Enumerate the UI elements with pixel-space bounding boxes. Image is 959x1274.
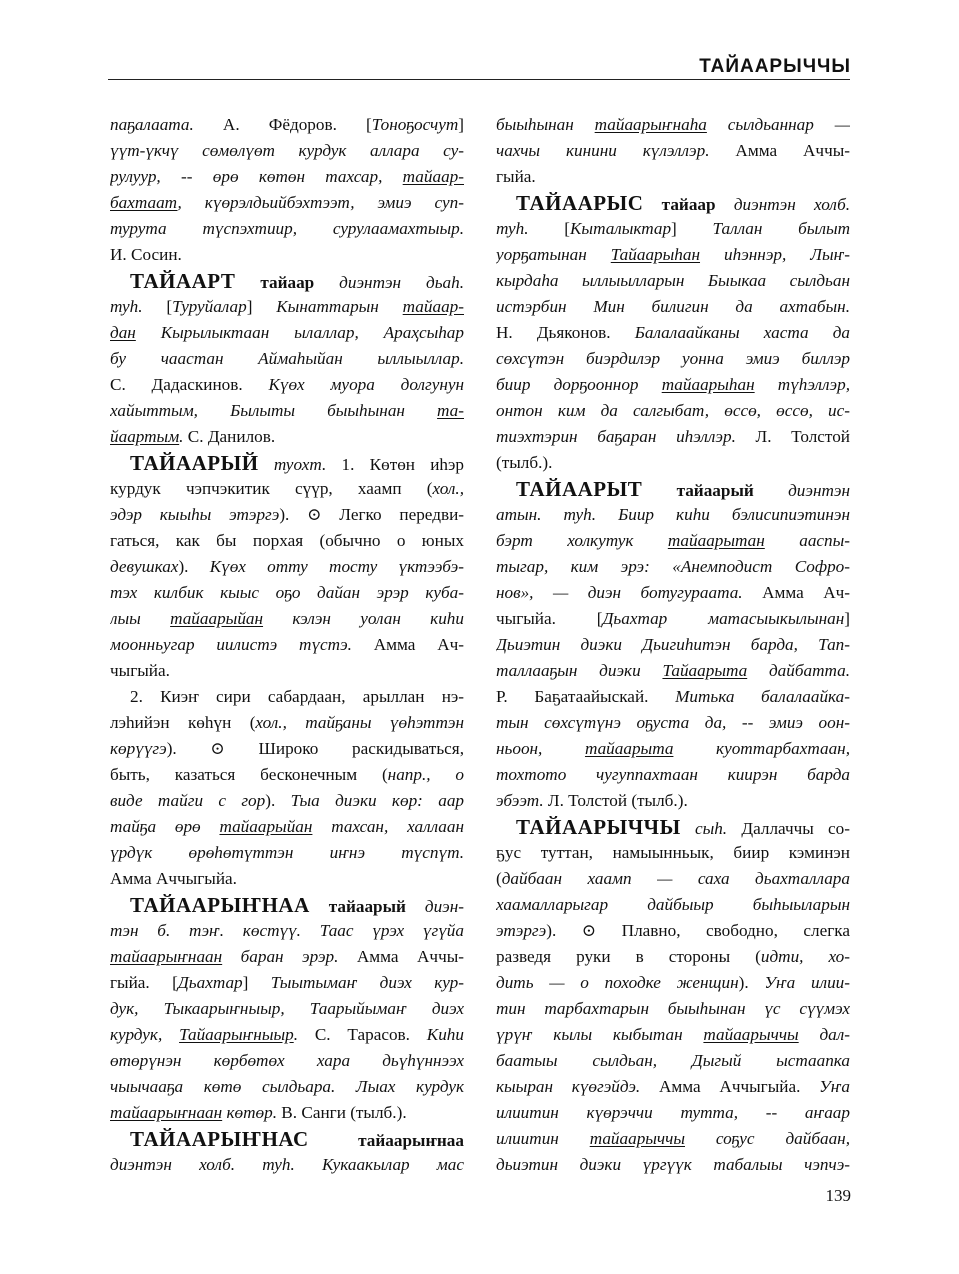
left-text-line: бахтаат, күөрэлдьийбэхтээт, эмиэ суп-	[110, 193, 464, 212]
right-text-line: таллааҕын диэки Тайаарыта дайбатта.	[496, 661, 850, 680]
right-text-line: хаамалларыгар дайбыыр быһыыларын	[496, 895, 850, 914]
right-text-line: тын сөхсүтүнэ оҕуста да, -- эмиэ оон-	[496, 713, 850, 732]
left-text-line: тайаарыҥнаан баран эрэр. Амма Аччы-	[110, 947, 464, 966]
left-text-line: тэх килбик кыыс оҕо дайан эрэр куба-	[110, 583, 464, 602]
right-text-line: туһ. [Кыталыктар] Таллан былыт	[496, 219, 850, 238]
right-text-line: быыһынан тайаарыҥнаһа сылдьаннар —	[496, 115, 850, 134]
left-text-line: гыйа. [Дьахтар] Тыытымаҥ диэх кур-	[110, 973, 464, 992]
right-text-line: ньоон, тайаарыта куоттарбахтаан,	[496, 739, 850, 758]
right-text-line: Дьиэтин диэки Дьигиһитэн барда, Тап-	[496, 635, 850, 654]
right-text-line: (дайбаан хаамп — саха дьахталлара	[496, 869, 850, 888]
right-text-line: разведя руки в стороны (идти, хо-	[496, 947, 850, 966]
right-text-line: чахчы кинини күлэллэр. Амма Аччы-	[496, 141, 850, 160]
left-text-line: виде тайги с гор). Тыа диэки көр: аар	[110, 791, 464, 810]
left-text-line: ТАЙААРЫҤНАС тайаарыҥнаа	[130, 1127, 464, 1151]
right-text-line: ТАЙААРЫТ тайаарый диэнтэн	[516, 477, 850, 501]
right-text-line: гыйа.	[496, 167, 536, 186]
right-text-line: тыгар, ким эрэ: «Анемподист Софро-	[496, 557, 850, 576]
left-text-line: С. Дадаскинов. Күөх муора долгунун	[110, 375, 464, 394]
left-text-line: ТАЙААРЫЙ туохт. 1. Көтөн иһэр	[130, 451, 464, 475]
left-text-line: лыы тайаарыйан кэлэн уолан киһи	[110, 609, 464, 628]
left-text-line: быть, казаться бесконечным (напр., о	[110, 765, 464, 784]
left-text-line: И. Сосин.	[110, 245, 182, 264]
right-text-line: чыгыйа. [Дьахтар матасыыкылынан]	[496, 609, 850, 628]
left-text-line: дан Кырылыктаан ылаллар, Араҳсыһар	[110, 323, 464, 342]
left-text-line: лэһийэн көһүн (хол., тайҕаны үөһэттэн	[110, 713, 464, 732]
left-text-line: Амма Аччыгыйа.	[110, 869, 237, 888]
right-text-line: ТАЙААРЫС тайаар диэнтэн холб.	[516, 191, 850, 215]
left-column	[110, 112, 464, 1178]
right-text-line: илиитин тайаарыччы соҕус дайбаан,	[496, 1129, 850, 1148]
left-text-line: девушках). Күөх отту тосту үктээбэ-	[110, 557, 464, 576]
right-text-line: сөхсүтэн биэрдилэр уонна эмиэ биллэр	[496, 349, 850, 368]
right-text-line: бэрт холкутук тайаарытан ааспы-	[496, 531, 850, 550]
left-text-line: тайҕа өрө тайаарыйан тахсан, халлаан	[110, 817, 464, 836]
left-text-line: гаться, как бы порхая (обычно о юных	[110, 531, 464, 550]
right-text-line: Н. Дьяконов. Балалаайканы хаста да	[496, 323, 850, 342]
left-text-line: паҕалаата. А. Фёдоров. [Тоноҕосчут]	[110, 115, 464, 134]
right-text-line: кырдаһа ыллыылларын Быыкаа сылдьан	[496, 271, 850, 290]
left-text-line: ТАЙААРТ тайаар диэнтэн дьаһ.	[130, 269, 464, 293]
right-text-line: онтон ким да салгыбат, өссө, өссө, ис-	[496, 401, 850, 420]
left-text-line: үрдүк өрөһөтүттэн иҥнэ түспүт.	[110, 843, 464, 862]
right-text-line: истэрбин Мин билигин да ахтабын.	[496, 297, 850, 316]
running-head: ТАЙААРЫЧЧЫ	[699, 56, 851, 77]
right-text-line: эбээт. Л. Толстой (тылб.).	[496, 791, 688, 810]
left-text-line: рулуур, -- өрө көтөн тахсар, тайаар-	[110, 167, 464, 186]
left-text-line: ТАЙААРЫҤНАА тайаарый диэн-	[130, 893, 464, 917]
right-text-line: (тылб.).	[496, 453, 553, 472]
left-text-line: көрүүгэ). ⊙ Широко раскидываться,	[110, 739, 464, 758]
right-text-line: этэргэ). ⊙ Плавно, свободно, слегка	[496, 921, 850, 940]
left-text-line: хайыттым, Былыты быыһынан та-	[110, 401, 464, 420]
left-text-line: тэн б. тэҥ. көстүү. Таас үрэх үгүйа	[110, 921, 464, 940]
left-text-line: йаартым. С. Данилов.	[110, 427, 276, 446]
left-text-line: тайаарыҥнаан көтөр. В. Санги (тылб.).	[110, 1103, 407, 1122]
header-rule	[108, 79, 850, 80]
right-text-line: тин тарбахтарын быыһынан үс сүүмэх	[496, 999, 850, 1018]
left-text-line: диэнтэн холб. туһ. Кукаакылар мас	[110, 1155, 464, 1174]
left-text-line: моонньугар иилистэ түстэ. Амма Ач-	[110, 635, 464, 654]
right-text-line: дить — о походке женщин). Уҥа илии-	[496, 973, 850, 992]
page-number: 139	[825, 1186, 851, 1205]
left-text-line: 2. Киэҥ сири сабардаан, арыллан нэ-	[130, 687, 464, 706]
left-text-line: эдэр кыыһы этэргэ). ⊙ Легко передви-	[110, 505, 464, 524]
left-text-line: туһ. [Туруйалар] Кынаттарын тайаар-	[110, 297, 464, 316]
left-text-line: чыычааҕа көтө сылдьара. Лыах курдук	[110, 1077, 464, 1096]
left-text-line: курдук, Тайаарыҥныыр. С. Тарасов. Киһи	[110, 1025, 464, 1044]
right-text-line: нов», — диэн ботугураата. Амма Ач-	[496, 583, 850, 602]
right-text-line: тиэхтэрин баҕаран иһэллэр. Л. Толстой	[496, 427, 850, 446]
left-text-line: дук, Тыкаарыҥныыр, Таарыйымаҥ диэх	[110, 999, 464, 1018]
left-text-line: өтөрүнэн көрбөтөх хара дьүһүннээх	[110, 1051, 464, 1070]
right-text-line: Р. Баҕатаайыскай. Митька балалаайка-	[496, 687, 850, 706]
left-text-line: бу чаастан Аймаһыйан ыллыыллар.	[110, 349, 464, 368]
left-text-line: үүт-үкчү сөмөлүөт курдук аллара су-	[110, 141, 464, 160]
right-text-line: биир дорҕооннор тайаарыһан түһэллэр,	[496, 375, 850, 394]
right-text-line: үрүҥ кылы кыбытан тайаарыччы дал-	[496, 1025, 850, 1044]
right-text-line: атын. туһ. Биир киһи бэлисипиэтинэн	[496, 505, 850, 524]
left-text-line: чыгыйа.	[110, 661, 170, 680]
right-text-line: тохтото чугуппахтаан киирэн барда	[496, 765, 850, 784]
right-column	[496, 112, 850, 1178]
right-text-line: дьиэтин диэки үргүүк табалыы чэпчэ-	[496, 1155, 850, 1174]
right-text-line: кыыран күөгэйдэ. Амма Аччыгыйа. Уҥа	[496, 1077, 850, 1096]
right-text-line: уорҕатынан Тайаарыһан иһэннэр, Лыҥ-	[496, 245, 850, 264]
right-text-line: баатыы сылдьан, Дыгый ыстаапка	[496, 1051, 850, 1070]
left-text-line: курдук чэпчэкитик сүүр, хаамп (хол.,	[110, 479, 464, 498]
right-text-line: ТАЙААРЫЧЧЫ сыһ. Даллаччы со-	[516, 815, 850, 839]
right-text-line: ҕус туттан, намыынньык, биир кэминэн	[496, 843, 850, 862]
right-text-line: илиитин күөрэччи тутта, -- аҥаар	[496, 1103, 850, 1122]
left-text-line: турута түспэхтиир, сурулаамахтыыр.	[110, 219, 464, 238]
